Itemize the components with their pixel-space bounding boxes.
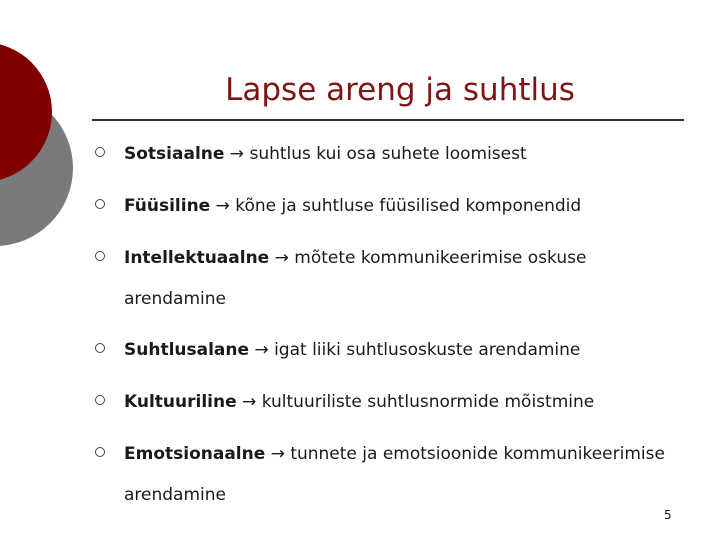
- title-underline: [92, 119, 684, 121]
- list-item-suhtlusalane: [95, 336, 695, 365]
- page-number: 5: [664, 508, 672, 522]
- bullet-term: Füüsiline: [124, 196, 211, 216]
- bullet-text: → tunnete ja emotsioonide kommunikeerimise: [265, 444, 665, 464]
- bullet-circle-icon: [95, 199, 105, 209]
- bullet-text-continuation: arendamine: [124, 289, 226, 309]
- bullet-term: Sotsiaalne: [124, 144, 225, 164]
- bullet-circle-icon: [95, 395, 105, 405]
- bullet-text: → igat liiki suhtlusoskuste arendamine: [249, 340, 581, 360]
- bullet-list: [95, 140, 695, 532]
- bullet-text-continuation: arendamine: [124, 485, 226, 505]
- bullet-text: → kõne ja suhtluse füüsilised komponendid: [210, 196, 582, 216]
- bullet-term: Intellektuaalne: [124, 248, 270, 268]
- bullet-text: → mõtete kommunikeerimise oskuse: [269, 248, 587, 268]
- bullet-circle-icon: [95, 147, 105, 157]
- bullet-term: Kultuuriline: [124, 392, 237, 412]
- list-item-kultuuriline: [95, 388, 695, 417]
- bullet-term: Suhtlusalane: [124, 340, 250, 360]
- list-item-fuusiline: [95, 192, 695, 221]
- bullet-circle-icon: [95, 343, 105, 353]
- list-item-emotsionaalne: [95, 440, 695, 510]
- bullet-text: → kultuuriliste suhtlusnormide mõistmine: [236, 392, 595, 412]
- list-item-intellektuaalne: [95, 244, 695, 314]
- bullet-circle-icon: [95, 447, 105, 457]
- decorative-circles: [0, 0, 80, 300]
- bullet-circle-icon: [95, 251, 105, 261]
- slide-title: Lapse areng ja suhtlus: [225, 72, 575, 108]
- bullet-text: → suhtlus kui osa suhete loomisest: [224, 144, 527, 164]
- list-item-sotsiaalne: [95, 140, 695, 169]
- bullet-term: Emotsionaalne: [124, 444, 266, 464]
